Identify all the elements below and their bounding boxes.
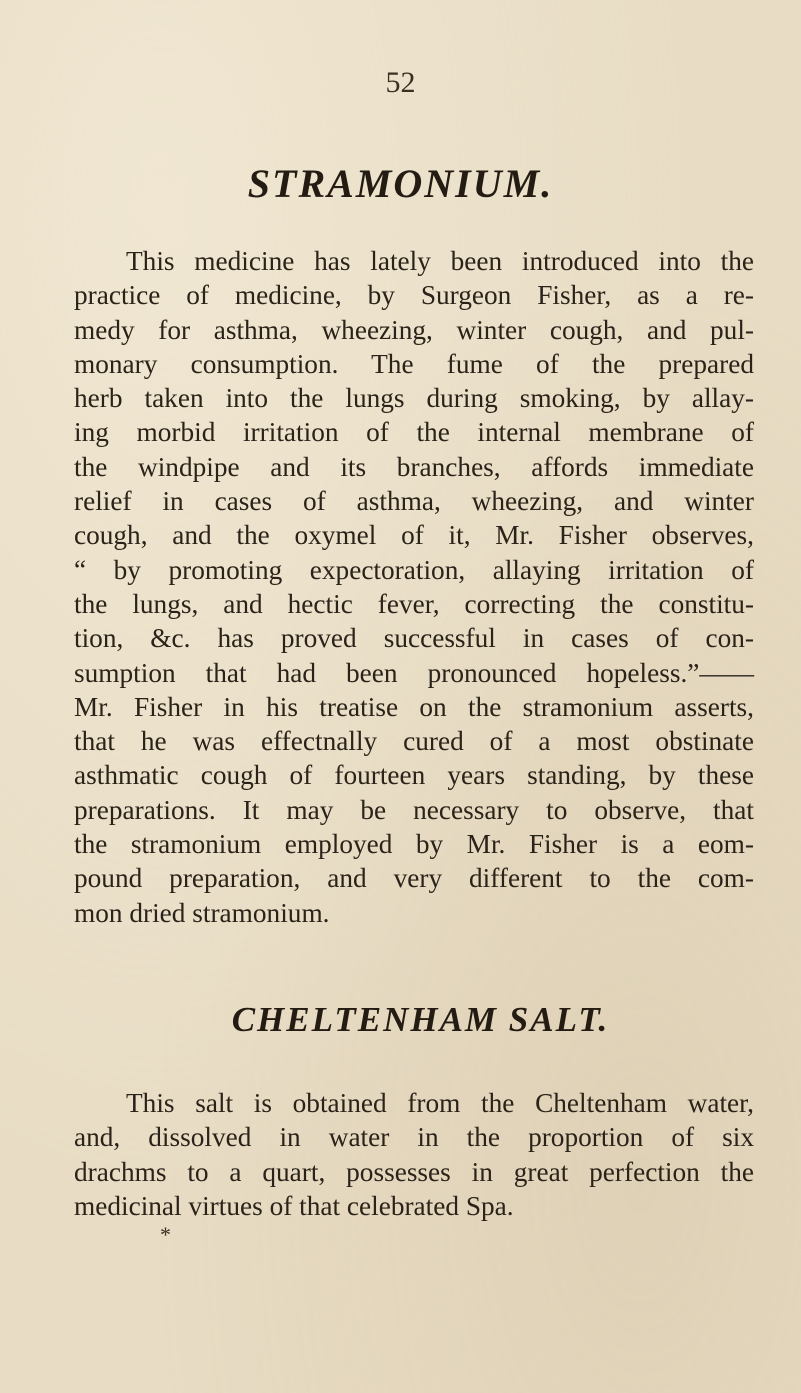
text-line: mon dried stramonium. [74,897,330,928]
text-line: asthmatic cough of fourteen years standing, by these [74,760,754,791]
section-heading-stramonium: STRAMONIUM. [247,161,554,206]
text-line: drachms to a quart, possesses in great perfection the [74,1156,754,1187]
text-line: and, dissolved in water in the proportion of six [74,1122,754,1153]
text-line: This salt is obtained from the Cheltenham water, [126,1088,754,1118]
text-line: This medicine has lately been introduced into the [126,246,754,276]
text-line: preparations. It may be necessary to observe, that [74,794,754,825]
text-line: the stramonium employed by Mr. Fisher is a eom- [74,829,754,860]
text-line: Mr. Fisher in his treatise on the stramonium asserts, [74,691,754,722]
text-line: medy for asthma, wheezing, winter cough, and pul- [74,314,754,345]
page-number: 52 [385,66,416,99]
paragraph-stramonium [74,244,754,930]
text-line: the lungs, and hectic fever, correcting the constitu- [74,588,754,619]
text-line: the windpipe and its branches, affords immediate [74,451,754,482]
text-line: pound preparation, and very different to the com- [74,863,754,894]
text-line: tion, &c. has proved successful in cases of con- [74,623,754,654]
text-line: relief in cases of asthma, wheezing, and winter [74,486,754,517]
text-line: sumption that had been pronounced hopeless.”—— [74,657,754,688]
text-line: ing morbid irritation of the internal membrane of [74,417,754,448]
text-line: medicinal virtues of that celebrated Spa. [74,1190,514,1221]
section-heading-cheltenham: CHELTENHAM SALT. [231,1000,610,1039]
text-line: cough, and the oxymel of it, Mr. Fisher observes, [74,520,754,551]
text-line: practice of medicine, by Surgeon Fisher, as a re- [74,280,754,311]
text-line: monary consumption. The fume of the prepared [74,348,754,379]
text-line: “ by promoting expectoration, allaying irritation of [74,554,754,585]
footer-mark: * [160,1222,171,1247]
paragraph-cheltenham [74,1086,754,1223]
text-line: herb taken into the lungs during smoking, by allay- [74,383,754,414]
text-line: that he was effectnally cured of a most obstinate [74,726,754,757]
